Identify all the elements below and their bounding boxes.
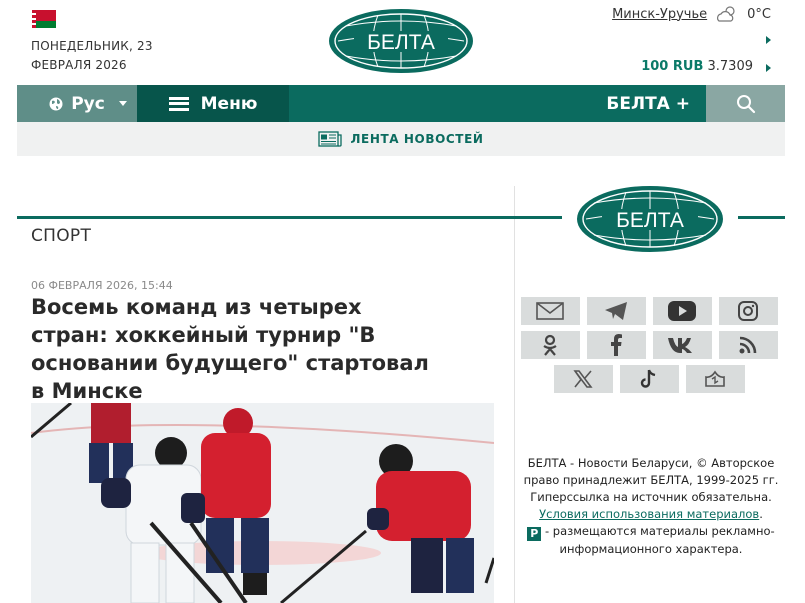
- section-rule-left: [17, 216, 562, 219]
- weather-next-arrow-icon[interactable]: [766, 36, 771, 44]
- article-headline[interactable]: Восемь команд из четырех стран: хоккейный турнир "В основании будущего" стартовал в Минске: [31, 295, 429, 403]
- telegram-icon: [604, 301, 628, 321]
- globe-icon: [49, 97, 63, 111]
- rate-currency: 100 RUB: [641, 59, 704, 74]
- currency-rate: [641, 59, 753, 74]
- language-selector[interactable]: [17, 85, 137, 122]
- ad-badge-icon: Р: [527, 527, 541, 541]
- column-divider: [514, 186, 515, 603]
- odnoklassniki-icon: [542, 334, 558, 356]
- rss-icon: [738, 335, 758, 355]
- tiktok-icon: [640, 369, 658, 389]
- date-monthyear: ФЕВРАЛЯ 2026: [31, 58, 127, 72]
- search-icon: [736, 94, 756, 114]
- weather-city[interactable]: Минск-Уручье: [612, 6, 708, 22]
- article-date: 06 ФЕВРАЛЯ 2026, 15:44: [31, 279, 173, 292]
- copyright-text: БЕЛТА - Новости Беларуси, © Авторское право принадлежит БЕЛТА, 1999-2025 гг. Гиперссылка на источник обязательна.: [523, 456, 779, 504]
- social-yandex-zen[interactable]: [686, 365, 745, 393]
- menu-button[interactable]: [137, 85, 289, 122]
- weather-widget[interactable]: [612, 5, 771, 23]
- mail-icon: [536, 302, 564, 320]
- section-rule-right: [738, 216, 785, 219]
- x-icon: [573, 370, 593, 388]
- chevron-down-icon: [119, 101, 127, 106]
- social-youtube[interactable]: [653, 297, 712, 325]
- social-odnoklassniki[interactable]: [521, 331, 580, 359]
- rate-value: 3.7309: [707, 59, 753, 74]
- menu-label: Меню: [200, 93, 258, 114]
- instagram-icon: [738, 301, 758, 321]
- belta-plus-link[interactable]: БЕЛТА +: [606, 93, 690, 114]
- sidebar-logo-text: БЕЛТА: [616, 209, 684, 232]
- current-date: [31, 37, 153, 75]
- article-photo[interactable]: [31, 403, 494, 603]
- social-mail[interactable]: [521, 297, 580, 325]
- vk-icon: [667, 336, 697, 354]
- ad-note: - размещаются материалы рекламно-информационного характера.: [544, 524, 775, 556]
- social-vk[interactable]: [653, 331, 712, 359]
- rate-next-arrow-icon[interactable]: [766, 64, 771, 72]
- date-weekday: ПОНЕДЕЛЬНИК, 23: [31, 39, 153, 53]
- main-navbar: [17, 85, 785, 122]
- social-tiktok[interactable]: [620, 365, 679, 393]
- newspaper-icon: [318, 131, 342, 147]
- belta-logo[interactable]: [328, 8, 474, 74]
- news-feed-link[interactable]: [17, 122, 785, 156]
- language-label: Рус: [71, 93, 105, 114]
- facebook-icon: [610, 334, 622, 356]
- navbar-spacer: [289, 85, 606, 122]
- logo-text: БЕЛТА: [367, 31, 435, 54]
- social-instagram[interactable]: [719, 297, 778, 325]
- social-x[interactable]: [554, 365, 613, 393]
- copyright-notice: БЕЛТА - Новости Беларуси, © Авторское право принадлежит БЕЛТА, 1999-2025 гг. Гиперссылка на источник обязательна. Условия использования материалов. Р - размещаются материалы рекламно-информационного характера.: [523, 456, 779, 556]
- yandex-zen-icon: [703, 369, 727, 389]
- social-telegram[interactable]: [587, 297, 646, 325]
- section-title[interactable]: СПОРТ: [31, 226, 92, 246]
- hamburger-icon: [169, 97, 189, 111]
- belarus-flag-icon: [32, 10, 56, 28]
- news-feed-label: ЛЕНТА НОВОСТЕЙ: [350, 132, 484, 146]
- social-rss[interactable]: [719, 331, 778, 359]
- youtube-icon: [668, 301, 696, 321]
- cloud-sun-icon: [715, 5, 739, 23]
- social-links: [520, 297, 778, 399]
- weather-temp: 0°C: [747, 6, 771, 22]
- terms-link[interactable]: Условия использования материалов: [539, 507, 760, 521]
- sidebar-belta-logo[interactable]: [576, 185, 724, 253]
- search-button[interactable]: [706, 85, 785, 122]
- social-facebook[interactable]: [587, 331, 646, 359]
